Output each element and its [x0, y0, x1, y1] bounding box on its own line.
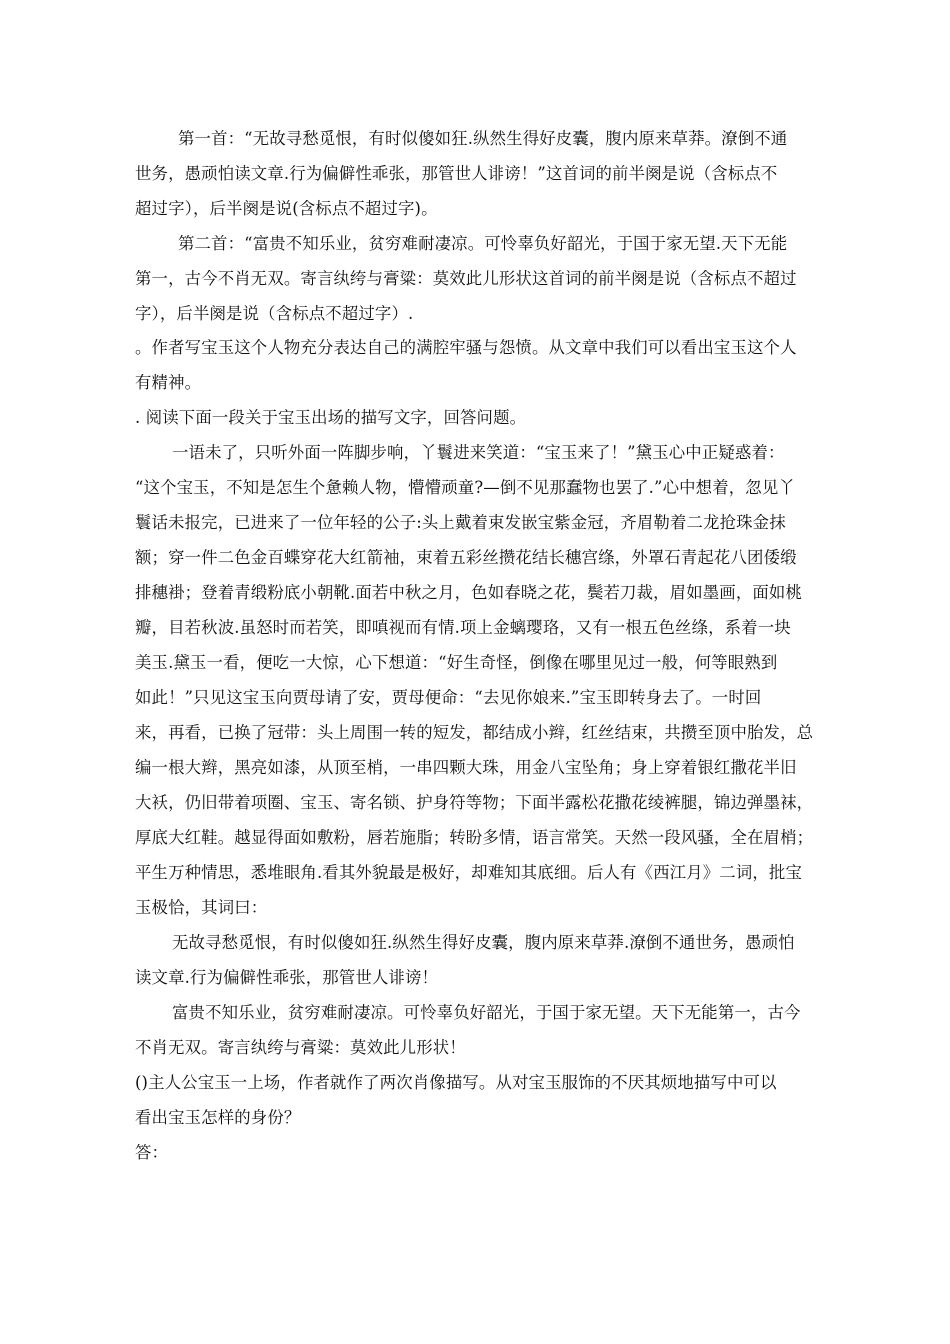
- text-line: 玉极恰，其词曰：: [135, 898, 268, 917]
- poem-line: 无故寻愁觅恨，有时似傻如狂.纵然生得好皮囊，腹内原来草莽.潦倒不通世务，愚顽怕: [172, 933, 795, 952]
- text-line: 平生万种情思，悉堆眼角.看其外貌最是极好，却难知其底细。后人有《西江月》二词，批宝: [135, 863, 802, 882]
- question-line: ()主人公宝玉一上场，作者就作了两次肖像描写。从对宝玉服饰的不厌其烦地描写中可以: [135, 1073, 777, 1092]
- text-line: 鬟话未报完，已进来了一位年轻的公子:头上戴着束发嵌宝紫金冠，齐眉勒着二龙抢珠金抹: [135, 513, 786, 532]
- text-line: 。作者写宝玉这个人物充分表达自己的满腔牢骚与怨愤。从文章中我们可以看出宝玉这个人: [135, 338, 797, 357]
- poem-line: 不肖无双。寄言纨绔与膏粱：莫效此儿形状！: [135, 1038, 466, 1057]
- answer-label: 答：: [135, 1143, 169, 1162]
- text-line: 字），后半阕是说（含标点不超过字）.: [135, 304, 414, 323]
- text-line: 世务，愚顽怕读文章.行为偏僻性乖张，那管世人诽谤！”这首词的前半阕是说（含标点不: [135, 164, 778, 183]
- text-line: 额；穿一件二色金百蝶穿花大红箭袖，束着五彩丝攒花结长穗宫绦，外罩石青起花八团倭缎: [135, 548, 797, 567]
- text-line: 如此！”只见这宝玉向贾母请了安，贾母便命：“去见你娘来.”宝玉即转身去了。一时回: [135, 688, 762, 707]
- text-line: 大袄，仍旧带着项圈、宝玉、寄名锁、护身符等物；下面半露松花撒花绫裤腿，锦边弹墨袜，: [135, 793, 814, 812]
- poem-line: 读文章.行为偏僻性乖张，那管世人诽谤！: [135, 968, 439, 987]
- text-line: 瓣，目若秋波.虽怒时而若笑，即嗔视而有情.项上金螭璎珞，又有一根五色丝绦，系着一块: [135, 618, 791, 637]
- text-line: 第二首：“富贵不知乐业，贫穷难耐凄凉。可怜辜负好韶光，于国于家无望.天下无能: [178, 234, 788, 253]
- question-heading: . 阅读下面一段关于宝玉出场的描写文字，回答问题。: [135, 408, 527, 427]
- text-line: 超过字），后半阕是说(含标点不超过字)。: [135, 199, 438, 218]
- text-line: 来，再看，已换了冠带：头上周围一转的短发，都结成小辫，红丝结束，共攒至顶中胎发，总: [135, 723, 814, 742]
- text-line: 第一，古今不肖无双。寄言纨绔与膏粱：莫效此儿形状这首词的前半阕是说（含标点不超过: [135, 269, 797, 288]
- text-line: 有精神。: [135, 373, 202, 392]
- question-line: 看出宝玉怎样的身份？: [135, 1108, 301, 1127]
- text-line: 编一根大辫，黑亮如漆，从顶至梢，一串四颗大珠，用金八宝坠角；身上穿着银红撒花半旧: [135, 758, 797, 777]
- text-line: 美玉.黛玉一看，便吃一大惊，心下想道：“好生奇怪，倒像在哪里见过一般，何等眼熟到: [135, 653, 778, 672]
- text-line: 排穗褂；登着青缎粉底小朝靴.面若中秋之月，色如春晓之花，鬓若刀裁，眉如墨画，面如桃: [135, 583, 802, 602]
- text-line: 一语未了，只听外面一阵脚步响，丫鬟进来笑道：“宝玉来了！”黛玉心中正疑惑着：: [172, 443, 785, 462]
- text-line: 厚底大红鞋。越显得面如敷粉，唇若施脂；转盼多情，语言常笑。天然一段风骚，全在眉梢；: [135, 828, 814, 847]
- poem-line: 富贵不知乐业，贫穷难耐凄凉。可怜辜负好韶光，于国于家无望。天下无能第一，古今: [172, 1003, 801, 1022]
- text-line: 第一首：“无故寻愁觅恨，有时似傻如狂.纵然生得好皮囊，腹内原来草莽。潦倒不通: [178, 129, 788, 148]
- text-line: “这个宝玉，不知是怎生个惫赖人物，懵懵顽童?—倒不见那蠢物也罢了.”心中想着，忽见丫: [135, 478, 795, 497]
